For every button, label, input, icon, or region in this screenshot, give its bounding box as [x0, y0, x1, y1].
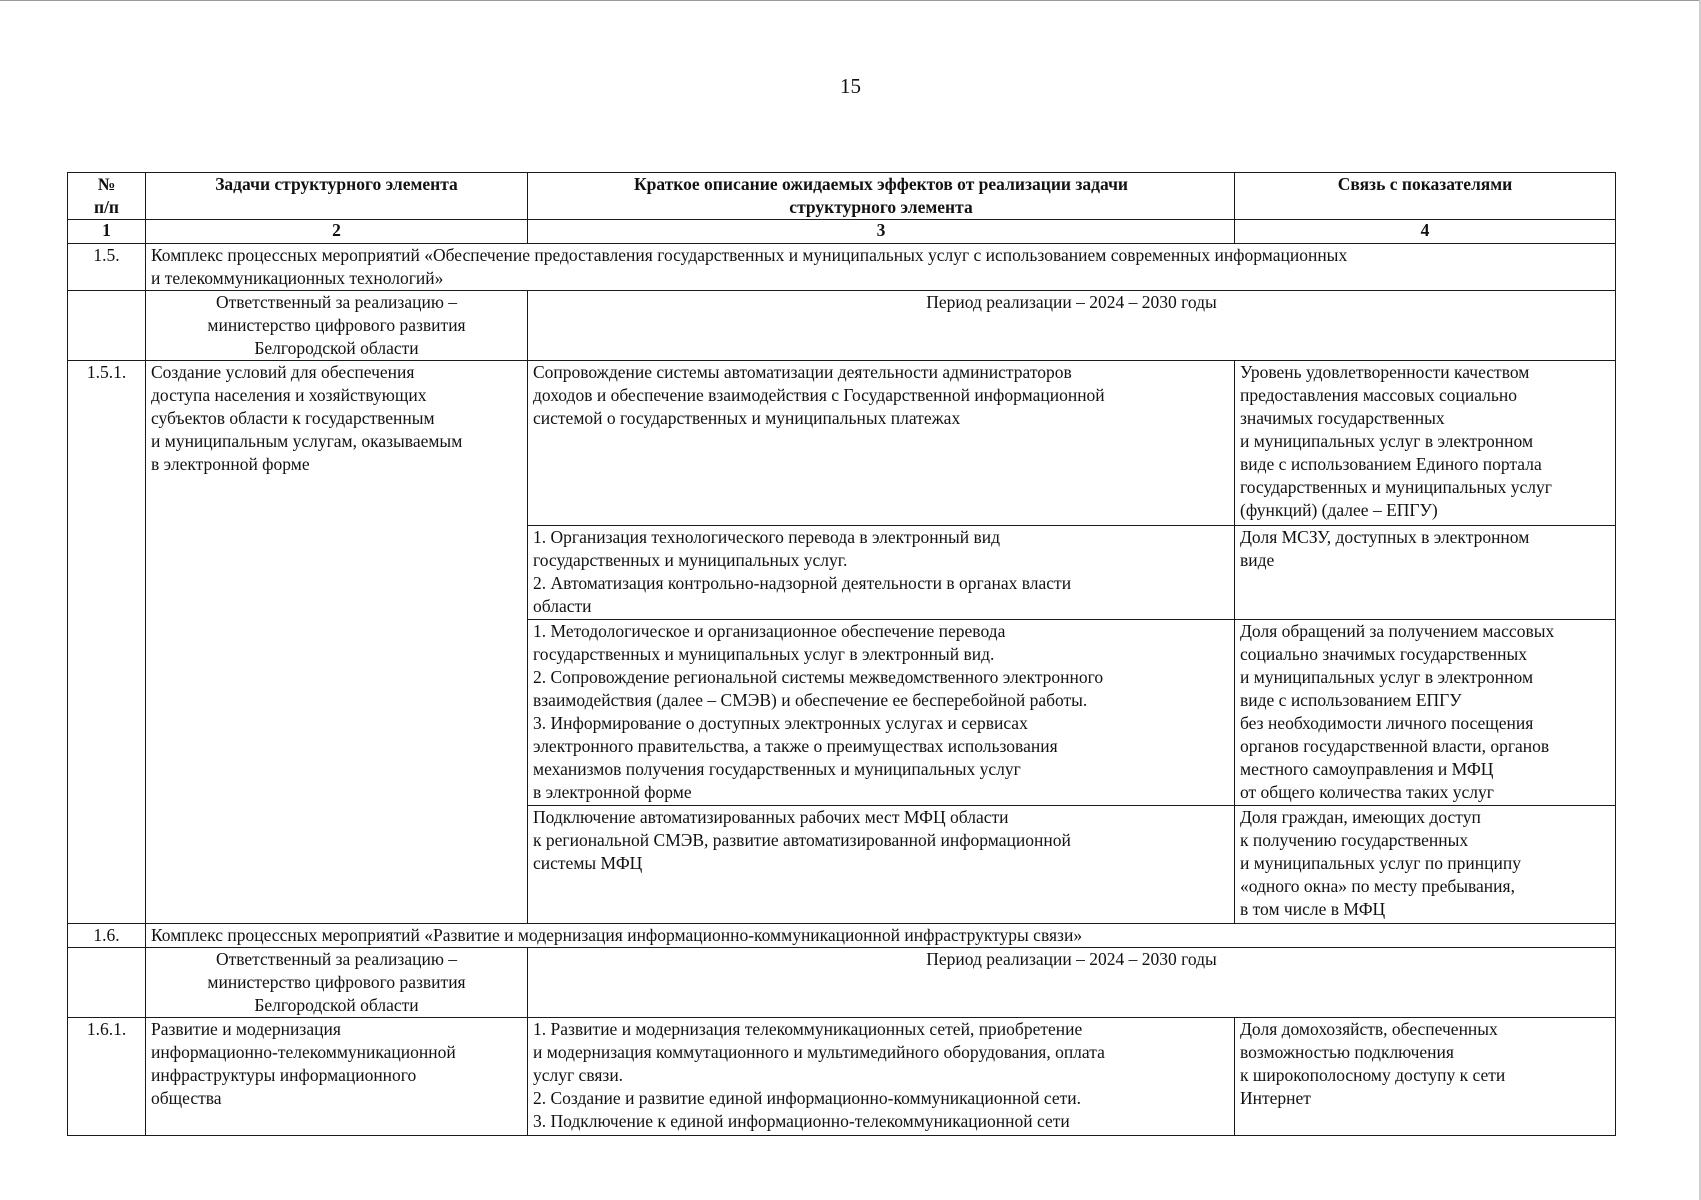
- responsible-ministry: Ответственный за реализацию – министерство цифрового развития Белгородской области: [146, 291, 528, 361]
- section-number: 1.6.: [68, 924, 146, 948]
- header-indicators: Связь с показателями: [1235, 173, 1616, 220]
- section-title-row: [68, 924, 1616, 948]
- section-title: Комплекс процессных мероприятий «Развитие и модернизация информационно-коммуникационной инфраструктуры связи»: [146, 924, 1616, 948]
- task-number: 1.5.1.: [68, 361, 146, 924]
- effect-description: 1. Методологическое и организационное обеспечение перевода государственных и муниципальных услуг в электронный вид. 2. Сопровождение региональной системы межведомственного электронного взаимодействия (далее – СМЭВ) и обеспечение ее бесперебойной работы. 3. Информирование о доступных электронных услугах и сервисах электронного правительства, а также о преимуществах использования механизмов получения государственных и муниципальных услуг в электронной форме: [528, 620, 1235, 806]
- responsible-ministry: Ответственный за реализацию – министерство цифрового развития Белгородской области: [146, 948, 528, 1018]
- task-text: Создание условий для обеспечения доступа населения и хозяйствующих субъектов области к государственным и муниципальным услугам, оказываемым в электронной форме: [146, 361, 528, 924]
- section-number: 1.5.: [68, 244, 146, 291]
- task-row: [68, 361, 1616, 526]
- empty-cell: [68, 948, 146, 1018]
- header-number: № п/п: [68, 173, 146, 220]
- page-number: 15: [840, 74, 861, 98]
- effect-indicator: Доля МСЗУ, доступных в электронном виде: [1235, 526, 1616, 620]
- effect-description: Сопровождение системы автоматизации деятельности администраторов доходов и обеспечение взаимодействия с Государственной информационной системой о государственных и муниципальных платежах: [528, 361, 1235, 526]
- effect-description: Подключение автоматизированных рабочих мест МФЦ области к региональной СМЭВ, развитие автоматизированной информационной системы МФЦ: [528, 806, 1235, 924]
- structural-element-tasks-table: [67, 172, 1616, 1136]
- task-row: [68, 1018, 1616, 1136]
- header-tasks: Задачи структурного элемента: [146, 173, 528, 220]
- task-number: 1.6.1.: [68, 1018, 146, 1136]
- scan-edge-top: [0, 0, 1701, 1]
- section-responsible-row: [68, 291, 1616, 361]
- implementation-period: Период реализации – 2024 – 2030 годы: [528, 291, 1616, 361]
- header-effects: Краткое описание ожидаемых эффектов от реализации задачи структурного элемента: [528, 173, 1235, 220]
- column-number: 3: [528, 220, 1235, 244]
- section-responsible-row: [68, 948, 1616, 1018]
- task-text: Развитие и модернизация информационно-телекоммуникационной инфраструктуры информационного общества: [146, 1018, 528, 1136]
- section-title-row: [68, 244, 1616, 291]
- header-row: [68, 173, 1616, 220]
- implementation-period: Период реализации – 2024 – 2030 годы: [528, 948, 1616, 1018]
- effect-indicator: Уровень удовлетворенности качеством предоставления массовых социально значимых государственных и муниципальных услуг в электронном виде с использованием Единого портала государственных и муниципальных услуг (функций) (далее – ЕПГУ): [1235, 361, 1616, 526]
- effect-indicator: Доля граждан, имеющих доступ к получению государственных и муниципальных услуг по принципу «одного окна» по месту пребывания, в том числе в МФЦ: [1235, 806, 1616, 924]
- effect-description: 1. Организация технологического перевода в электронный вид государственных и муниципальных услуг. 2. Автоматизация контрольно-надзорной деятельности в органах власти области: [528, 526, 1235, 620]
- column-numbers-row: [68, 220, 1616, 244]
- effect-indicator: Доля домохозяйств, обеспеченных возможностью подключения к широкополосному доступу к сети Интернет: [1235, 1018, 1616, 1136]
- empty-cell: [68, 291, 146, 361]
- effect-indicator: Доля обращений за получением массовых социально значимых государственных и муниципальных услуг в электронном виде с использованием ЕПГУ без необходимости личного посещения органов государственной власти, органов местного самоуправления и МФЦ от общего количества таких услуг: [1235, 620, 1616, 806]
- column-number: 2: [146, 220, 528, 244]
- column-number: 4: [1235, 220, 1616, 244]
- section-title: Комплекс процессных мероприятий «Обеспечение предоставления государственных и муниципальных услуг с использованием современных информационных и телекоммуникационных технологий»: [146, 244, 1616, 291]
- column-number: 1: [68, 220, 146, 244]
- effect-description: 1. Развитие и модернизация телекоммуникационных сетей, приобретение и модернизация коммутационного и мультимедийного оборудования, оплата услуг связи. 2. Создание и развитие единой информационно-коммуникационной сети. 3. Подключение к единой информационно-телекоммуникационной сети: [528, 1018, 1235, 1136]
